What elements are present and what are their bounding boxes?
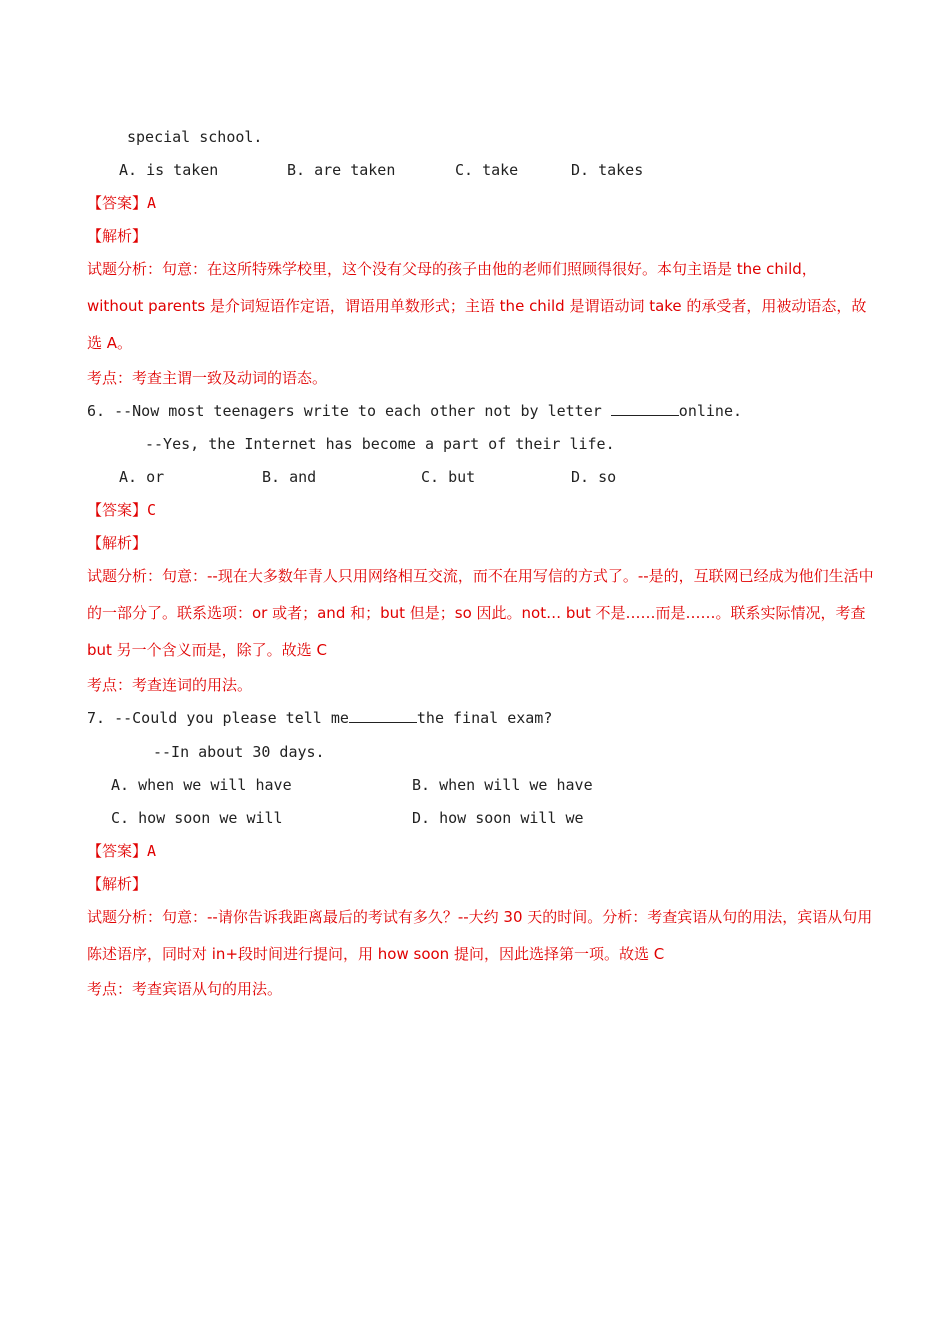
question-7-stem [87, 708, 552, 728]
q5-answer [87, 193, 156, 213]
stem-part-b: online. [678, 402, 743, 420]
q7-option-a: A. when we will have [111, 776, 292, 794]
q6-reply: --Yes, the Internet has become a part of their life. [145, 435, 615, 453]
q7-option-b: B. when will we have [412, 776, 593, 794]
q5-option-c: C. take [455, 161, 519, 179]
q6-option-d: D. so [571, 468, 617, 486]
question-number: 6. [87, 402, 106, 420]
q6-analysis-text: 试题分析：句意：--现在大多数年青人只用网络相互交流，而不在用写信的方式了。--是的，互联网已经成为他们生活中的一部分了。联系选项：or 或者；and 和；but 但是；so 因此。not… but 不是……而是……。联系实际情况，考查 but 另一个含义而是，除了。故选 C [87, 567, 874, 659]
q7-analysis-text: 试题分析：句意：--请你告诉我距离最后的考试有多久？--大约 30 天的时间。分析：考查宾语从句的用法，宾语从句用陈述语序，同时对 in+段时间进行提问，用 how soon 提问，因此选择第一项。故选 C [87, 908, 873, 963]
q6-analysis-label [87, 533, 147, 553]
stem-part-a: --Now most teenagers write to each other not by letter [114, 402, 602, 420]
stem-part-a: --Could you please tell me [114, 709, 349, 727]
answer-blank [611, 401, 679, 416]
q6-answer [87, 500, 156, 520]
q7-option-d: D. how soon will we [412, 809, 584, 827]
q5-analysis-text: 试题分析：句意：在这所特殊学校里，这个没有父母的孩子由他的老师们照顾得很好。本句主语是 the child， without parents 是介词短语作定语，谓语用单数形式；主语 the child 是谓语动词 take 的承受者，用被动语态，故选 A。 [87, 260, 867, 352]
question-6-stem [87, 401, 742, 421]
question-number: 7. [87, 709, 106, 727]
q6-point: 考点：考查连词的用法。 [87, 676, 253, 694]
analysis-label: 【解析】 [87, 875, 148, 893]
q7-option-c: C. how soon we will [111, 809, 283, 827]
q5-point: 考点：考查主谓一致及动词的语态。 [87, 369, 328, 387]
answer-label: 【答案】 [87, 842, 148, 860]
analysis-label: 【解析】 [87, 227, 148, 245]
q7-answer [87, 841, 156, 861]
q5-option-d: D. takes [571, 161, 644, 179]
answer-value: C [147, 501, 157, 519]
stem-part-b: the final exam? [416, 709, 553, 727]
q7-point: 考点：考查宾语从句的用法。 [87, 980, 283, 998]
answer-value: A [147, 194, 157, 212]
answer-blank [349, 708, 417, 723]
analysis-label: 【解析】 [87, 534, 148, 552]
q7-reply: --In about 30 days. [153, 743, 325, 761]
q7-analysis-label [87, 874, 147, 894]
q5-option-a: A. is taken [119, 161, 219, 179]
q6-option-b: B. and [262, 468, 317, 486]
q6-option-a: A. or [119, 468, 165, 486]
answer-label: 【答案】 [87, 194, 148, 212]
question-5-stem-continuation: special school. [127, 128, 263, 146]
answer-value: A [147, 842, 157, 860]
q6-option-c: C. but [421, 468, 476, 486]
answer-label: 【答案】 [87, 501, 148, 519]
q5-analysis-label [87, 226, 147, 246]
q5-option-b: B. are taken [287, 161, 396, 179]
